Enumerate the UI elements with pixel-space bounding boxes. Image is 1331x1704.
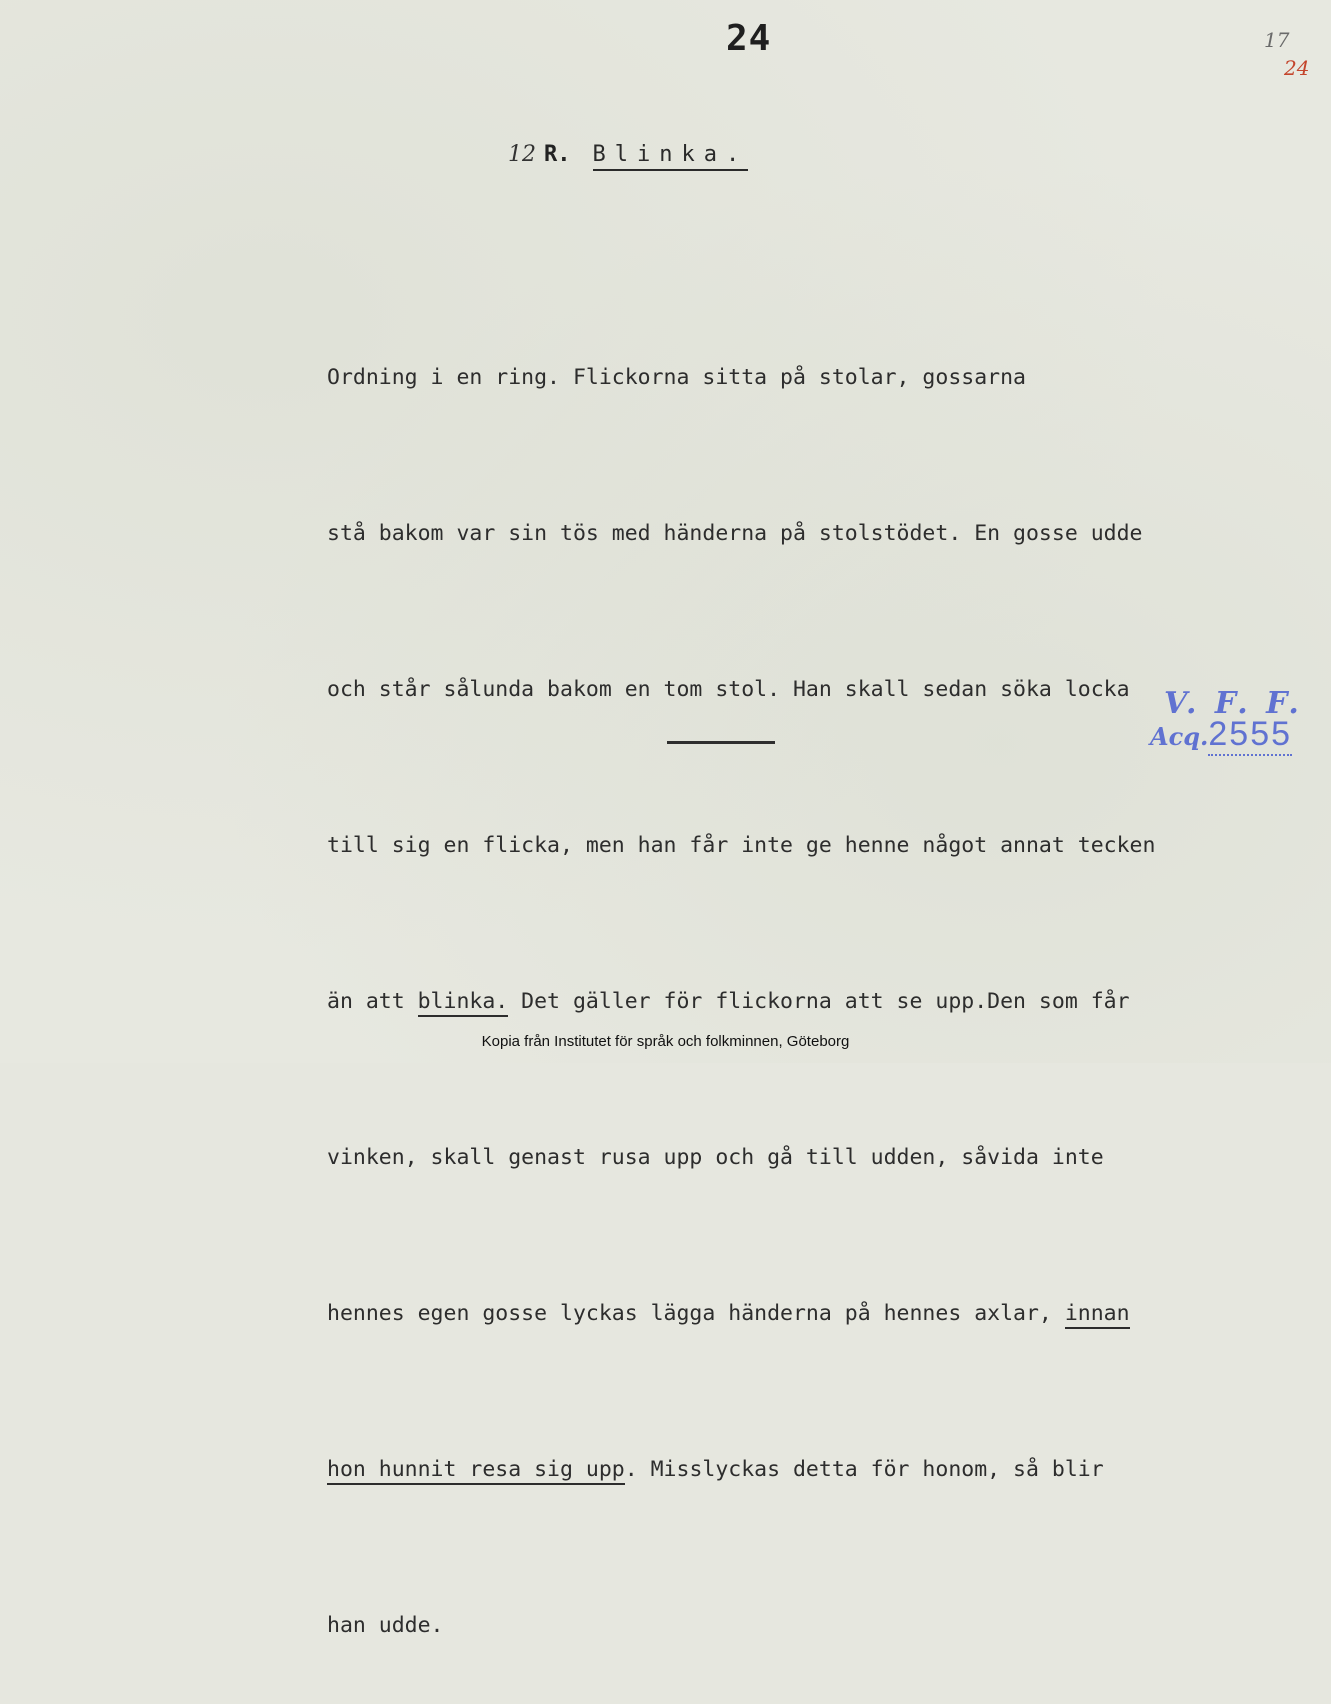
body-text-run: stå bakom var sin tös med händerna på stolstödet. En gosse udde — [327, 521, 1143, 546]
stamp-acq-label: Acq. — [1150, 722, 1209, 751]
body-text-run: Ordning i en ring. Flickorna sitta på stolar, gossarna — [327, 365, 1026, 390]
stamp-acq-number: 2555 — [1208, 715, 1292, 756]
body-text-run: till sig en flicka, men han får inte ge henne något annat tecken — [327, 833, 1156, 858]
body-line — [327, 508, 1317, 560]
archive-red-number: 24 — [1284, 56, 1310, 80]
section-heading — [508, 142, 748, 171]
body-text-run: och står sålunda bakom en tom stol. Han skall sedan söka locka — [327, 677, 1130, 702]
underlined-phrase-start: innan — [1065, 1301, 1130, 1329]
archive-stamp — [1150, 686, 1303, 756]
underlined-word-blinka: blinka. — [418, 989, 509, 1017]
heading-handwritten-number: 12 — [508, 142, 536, 167]
archive-pencil-number: 17 — [1264, 28, 1290, 52]
body-text — [327, 248, 1317, 1704]
body-text-run: hennes egen gosse lyckas lägga händerna på hennes axlar, — [327, 1301, 1065, 1326]
body-text-run: vinken, skall genast rusa upp och gå till udden, såvida inte — [327, 1145, 1104, 1170]
body-line — [327, 1288, 1317, 1340]
body-line — [327, 976, 1317, 1028]
end-divider — [667, 741, 775, 744]
stamp-acquisition — [1150, 715, 1303, 756]
body-text-run: Det gäller för flickorna att se upp.Den som får — [508, 989, 1130, 1014]
body-text-run: han udde. — [327, 1613, 444, 1638]
body-line — [327, 820, 1317, 872]
body-text-run: . Misslyckas detta för honom, så blir — [624, 1457, 1104, 1482]
body-line — [327, 352, 1317, 404]
body-line — [327, 1600, 1317, 1652]
heading-section-label: R. — [544, 142, 571, 167]
footer-credit: Kopia från Institutet för språk och folkminnen, Göteborg — [481, 1033, 850, 1050]
stamp-initials: V. F. F. — [1164, 686, 1303, 721]
page-number: 24 — [726, 18, 772, 59]
underlined-phrase-end: hon hunnit resa sig upp — [327, 1457, 625, 1485]
heading-title: Blinka. — [593, 142, 749, 171]
body-line — [327, 1132, 1317, 1184]
body-line — [327, 1444, 1317, 1496]
body-text-run: än att — [327, 989, 418, 1014]
